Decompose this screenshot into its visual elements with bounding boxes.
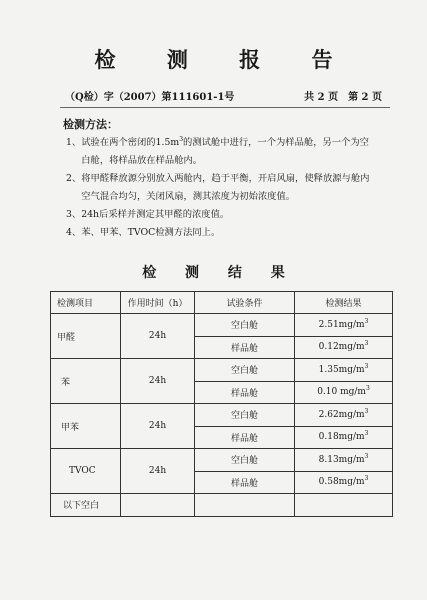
condition-cell: 空白舱 <box>195 449 295 472</box>
condition-cell: 空白舱 <box>195 314 295 337</box>
method-text: 24h后采样并测定其甲醛的浓度值。 <box>81 209 230 220</box>
time-cell: 24h <box>121 359 195 404</box>
result-cell: $2.62mg/m^3$ <box>295 404 393 427</box>
item-cell: 甲苯 <box>51 404 121 449</box>
table-row <box>51 314 393 337</box>
results-heading: 检 测 结 果 <box>142 265 297 281</box>
empty-cell <box>121 494 195 517</box>
methods-list <box>66 134 376 242</box>
table-row <box>51 449 393 472</box>
column-header: 检测项目 <box>51 292 121 314</box>
result-cell: $0.58mg/m^3$ <box>295 471 393 494</box>
item-cell: 甲醛 <box>51 314 121 359</box>
report-title: 检 测 报 告 <box>94 47 355 72</box>
condition-cell: 空白舱 <box>195 359 295 382</box>
table-row <box>51 359 393 382</box>
method-text: 试验在两个密闭的$1.5m^3$的测试舱中进行，一个为样品舱，另一个为空白舱，将样品放在样品舱内。 <box>81 135 369 166</box>
empty-cell <box>195 494 295 517</box>
column-header: 检测结果 <box>295 292 393 314</box>
method-item <box>66 134 376 170</box>
result-cell: 0.10 $mg/m^3$ <box>295 381 393 404</box>
method-item <box>66 170 376 206</box>
methods-heading: 检测方法： <box>63 118 118 131</box>
table-row-empty <box>51 494 393 517</box>
item-cell: 苯 <box>51 359 121 404</box>
column-header: 作用时间（h） <box>121 292 195 314</box>
condition-cell: 样品舱 <box>195 336 295 359</box>
document-number: （Q检）字（2007）第111601-1号 <box>65 92 235 103</box>
method-item <box>66 224 376 242</box>
method-text: 将甲醛释放源分别放入两舱内，趋于平衡，开启风扇，使释放源与舱内空气混合均匀，关闭风扇，测其浓度为初始浓度值。 <box>81 173 370 202</box>
condition-cell: 样品舱 <box>195 381 295 404</box>
method-text: 苯、甲苯、TVOC检测方法同上。 <box>81 227 221 238</box>
results-table <box>50 291 393 517</box>
method-number: 4、 <box>66 227 82 238</box>
result-cell: $0.12mg/m^3$ <box>295 336 393 359</box>
method-item <box>66 206 376 224</box>
item-cell: TVOC <box>51 449 121 494</box>
time-cell: 24h <box>121 314 195 359</box>
table-header-row <box>51 292 393 314</box>
page-info: 共 2 页 第 2 页 <box>304 92 382 103</box>
method-number: 2、 <box>66 173 82 184</box>
condition-cell: 样品舱 <box>195 471 295 494</box>
table-row <box>51 404 393 427</box>
time-cell: 24h <box>121 449 195 494</box>
method-number: 3、 <box>66 209 82 220</box>
result-cell: $1.35mg/m^3$ <box>295 359 393 382</box>
condition-cell: 样品舱 <box>195 426 295 449</box>
result-cell: $8.13mg/m^3$ <box>295 449 393 472</box>
column-header: 试验条件 <box>195 292 295 314</box>
method-number: 1、 <box>66 137 82 148</box>
condition-cell: 空白舱 <box>195 404 295 427</box>
header-divider <box>60 107 390 108</box>
blank-below-note: 以下空白 <box>51 494 121 517</box>
result-cell: $0.18mg/m^3$ <box>295 426 393 449</box>
empty-cell <box>295 494 393 517</box>
result-cell: $2.51mg/m^3$ <box>295 314 393 337</box>
time-cell: 24h <box>121 404 195 449</box>
